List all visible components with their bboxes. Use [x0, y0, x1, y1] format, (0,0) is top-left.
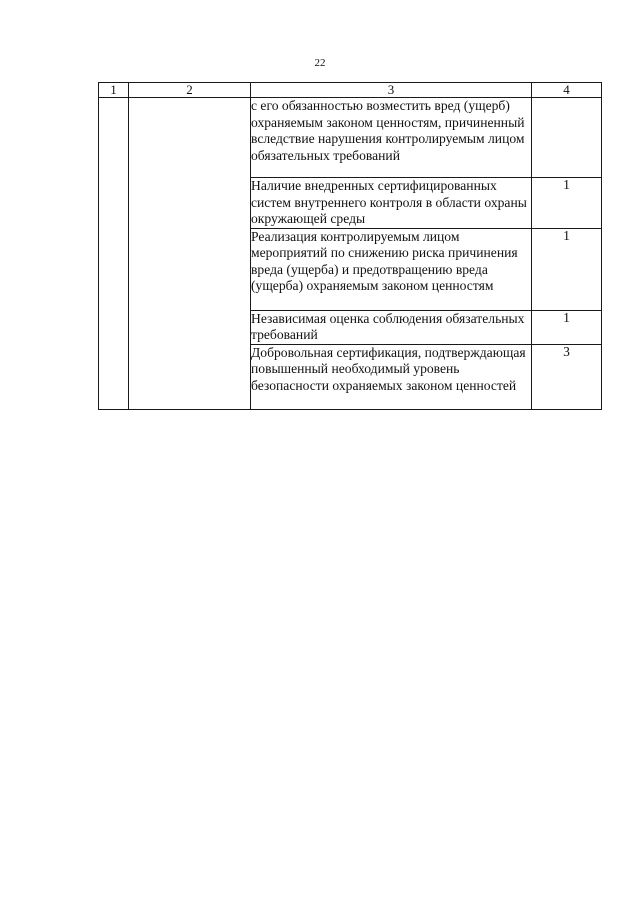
criterion-cell: Реализация контролируемым лицом мероприятий по снижению риска причинения вреда (ущерба) и предотвращению вреда (ущерба) охраняемым законом ценностям [251, 228, 532, 310]
header-cell-1: 1 [99, 83, 129, 98]
page-number: 22 [314, 57, 326, 69]
score-cell: 1 [532, 178, 602, 229]
criterion-cell: Наличие внедренных сертифицированных систем внутреннего контроля в области охраны окружающей среды [251, 178, 532, 229]
column-2-empty-cell [129, 98, 251, 410]
score-cell: 1 [532, 310, 602, 344]
header-cell-3: 3 [251, 83, 532, 98]
header-cell-2: 2 [129, 83, 251, 98]
criterion-cell: Добровольная сертификация, подтверждающая повышенный необходимый уровень безопасности охраняемых законом ценностей [251, 344, 532, 409]
criteria-table [98, 82, 602, 410]
score-cell: 1 [532, 228, 602, 310]
criterion-cell: с его обязанностью возместить вред (ущерб) охраняемым законом ценностям, причиненный вследствие нарушения контролируемым лицом обязательных требований [251, 98, 532, 178]
criterion-cell: Независимая оценка соблюдения обязательных требований [251, 310, 532, 344]
table-header-row [99, 83, 602, 98]
score-cell: 3 [532, 344, 602, 409]
score-cell [532, 98, 602, 178]
column-1-empty-cell [99, 98, 129, 410]
table-row [99, 98, 602, 178]
header-cell-4: 4 [532, 83, 602, 98]
